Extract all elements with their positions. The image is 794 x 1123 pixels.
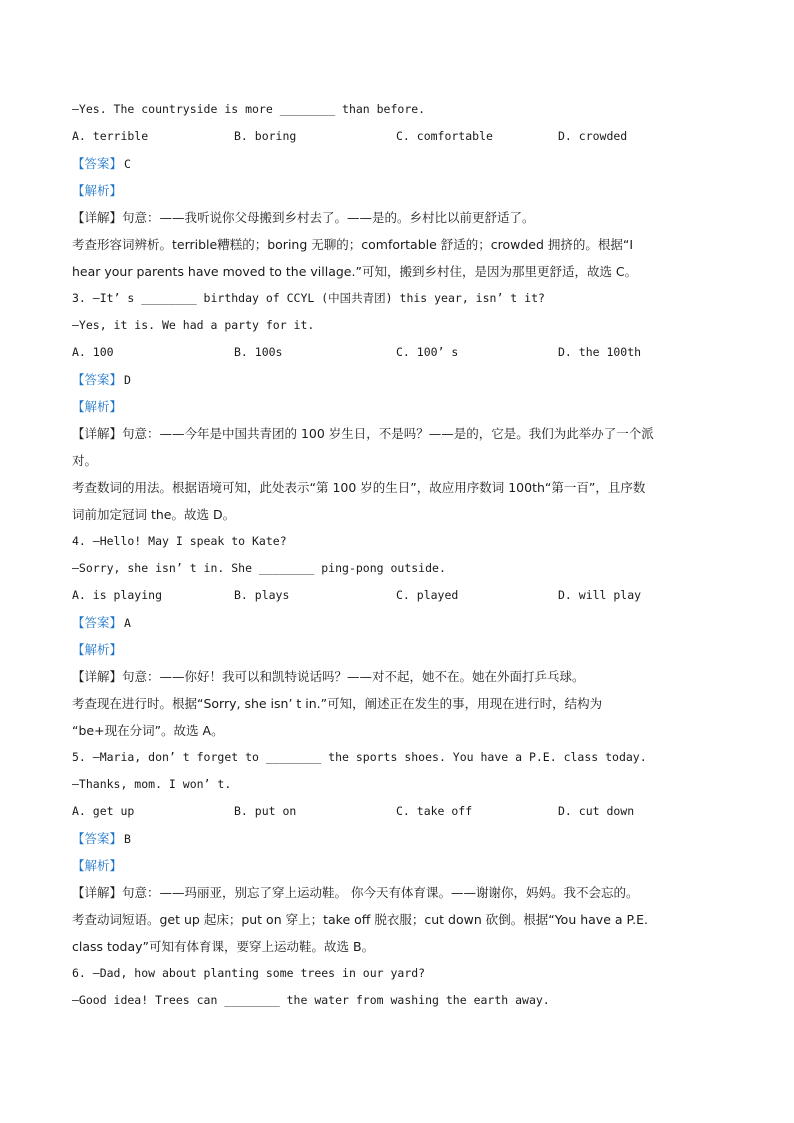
detail-line: 【详解】句意：——玛丽亚，别忘了穿上运动鞋。 你今天有体育课。——谢谢你，妈妈。我不会忘的。 [72, 885, 639, 900]
option-b: B. boring [234, 129, 297, 143]
option-b: B. plays [234, 588, 290, 602]
answer-label: 【答案】 [72, 831, 123, 846]
detail-line: 【详解】句意：——我听说你父母搬到乡村去了。——是的。乡村比以前更舒适了。 [72, 210, 535, 225]
option-c: C. comfortable [396, 129, 493, 143]
option-c: C. 100’ s [396, 345, 459, 359]
question-2-options [72, 123, 732, 150]
option-c: C. take off [396, 804, 473, 818]
question-6-reply: —Good idea! Trees can ________ the water from washing the earth away. [72, 993, 550, 1007]
question-2-line: —Yes. The countryside is more ________ than before. [72, 102, 426, 116]
answer-value: B [124, 832, 131, 846]
detail-line: 考查形容词辨析。terrible糟糕的；boring 无聊的；comfortable 舒适的；crowded 拥挤的。根据“I [72, 237, 634, 252]
analysis-row [72, 393, 732, 420]
answer-value: C [124, 157, 131, 171]
question-5-stem: 5. —Maria, don’ t forget to ________ the sports shoes. You have a P.E. class today. [72, 750, 647, 764]
answer-value: D [124, 373, 131, 387]
detail-line: 【详解】句意：——今年是中国共青团的 100 岁生日，不是吗？——是的，它是。我们为此举办了一个派 [72, 426, 654, 441]
answer-row [72, 825, 732, 852]
detail-line: 【详解】句意：——你好！我可以和凯特说话吗？——对不起，她不在。她在外面打乒乓球。 [72, 669, 585, 684]
detail-line: 考查动词短语。get up 起床；put on 穿上；take off 脱衣服；cut down 砍倒。根据“You have a P.E. [72, 912, 648, 927]
question-4-stem: 4. —Hello! May I speak to Kate? [72, 534, 287, 548]
answer-value: A [124, 616, 131, 630]
analysis-row [72, 636, 732, 663]
question-3-stem: 3. —It’ s ________ birthday of CCYL (中国共青团) this year, isn’ t it? [72, 291, 545, 305]
question-4-reply: —Sorry, she isn’ t in. She ________ ping-pong outside. [72, 561, 446, 575]
question-4-options [72, 582, 732, 609]
question-3-options [72, 339, 732, 366]
detail-line: 考查数词的用法。根据语境可知，此处表示“第 100 岁的生日”，故应用序数词 100th“第一百”，且序数 [72, 480, 646, 495]
option-d: D. will play [558, 588, 642, 602]
detail-line: 词前加定冠词 the。故选 D。 [72, 507, 236, 522]
detail-line: class today”可知有体育课，要穿上运动鞋。故选 B。 [72, 939, 375, 954]
option-d: D. cut down [558, 804, 635, 818]
option-b: B. 100s [234, 345, 283, 359]
detail-line: 考查现在进行时。根据“Sorry, she isn’ t in.”可知，阐述正在发生的事，用现在进行时，结构为 [72, 696, 603, 711]
question-3-reply: —Yes, it is. We had a party for it. [72, 318, 315, 332]
analysis-label: 【解析】 [72, 642, 123, 657]
detail-line: hear your parents have moved to the village.”可知，搬到乡村住，是因为那里更舒适，故选 C。 [72, 264, 638, 279]
analysis-row [72, 177, 732, 204]
analysis-label: 【解析】 [72, 858, 123, 873]
question-5-reply: —Thanks, mom. I won’ t. [72, 777, 232, 791]
detail-line: “be+现在分词”。故选 A。 [72, 723, 224, 738]
analysis-label: 【解析】 [72, 399, 123, 414]
option-d: D. crowded [558, 129, 628, 143]
answer-label: 【答案】 [72, 156, 123, 171]
option-b: B. put on [234, 804, 297, 818]
option-c: C. played [396, 588, 459, 602]
option-a: A. get up [72, 804, 135, 818]
answer-label: 【答案】 [72, 372, 123, 387]
detail-line: 对。 [72, 453, 98, 468]
answer-row [72, 609, 732, 636]
answer-row [72, 366, 732, 393]
option-a: A. terrible [72, 129, 149, 143]
answer-row [72, 150, 732, 177]
option-d: D. the 100th [558, 345, 642, 359]
analysis-row [72, 852, 732, 879]
option-a: A. 100 [72, 345, 114, 359]
exam-page [72, 96, 732, 1014]
analysis-label: 【解析】 [72, 183, 123, 198]
answer-label: 【答案】 [72, 615, 123, 630]
question-5-options [72, 798, 732, 825]
question-6-stem: 6. —Dad, how about planting some trees in our yard? [72, 966, 426, 980]
option-a: A. is playing [72, 588, 163, 602]
